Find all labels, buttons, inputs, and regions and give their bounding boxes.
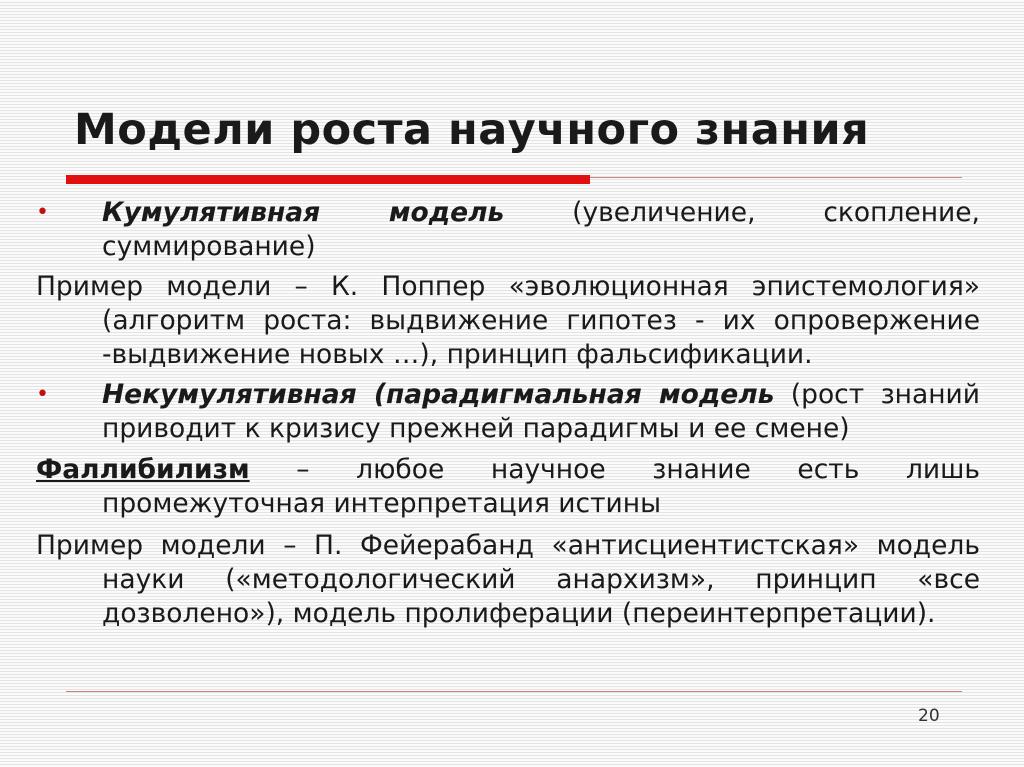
slide-title: Модели роста научного знания (74, 105, 870, 155)
title-accent-bar (66, 175, 590, 184)
fallibilism-definition (36, 453, 980, 521)
popper-example: Пример модели – К. Поппер «эволюционная эпистемология» (алгоритм роста: выдвижение гипотез - их опровержение -выдвижение новых …), принцип фальсификации. (36, 271, 980, 370)
feyerabend-example: Пример модели – П. Фейерабанд «антисциентистская» модель науки («методологический анархизм», принцип «все дозволено»), модель пролиферации (переинтерпретации). (36, 530, 980, 629)
fallibilism-desc: – любое научное знание есть лишь промежуточная интерпретация истины (102, 454, 980, 519)
bullet-dot: • (36, 382, 49, 407)
fallibilism-term: Фаллибилизм (36, 454, 250, 485)
bullet-cumulative-model (36, 196, 980, 264)
noncumulative-model-term: Некумулятивная (парадигмальная модель (102, 379, 775, 410)
bullet-dot: • (36, 200, 49, 225)
footer-divider (66, 691, 962, 692)
page-number: 20 (918, 706, 940, 726)
title-underline (590, 177, 962, 178)
cumulative-model-term: Кумулятивная модель (102, 197, 505, 228)
bullet-noncumulative-model (36, 378, 980, 446)
cumulative-model-desc: (увеличение, скопление, суммирование) (102, 197, 980, 262)
slide-body (36, 196, 980, 631)
noncumulative-model-desc: (рост знаний приводит к кризису прежней парадигмы и ее смене) (102, 379, 981, 444)
